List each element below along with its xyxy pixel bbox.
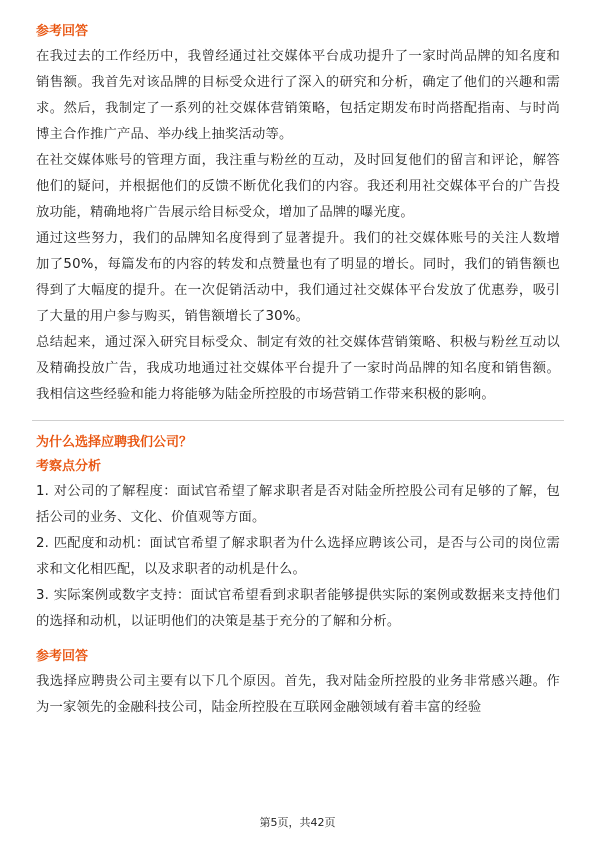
answer-paragraph: 通过这些努力，我们的品牌知名度得到了显著提升。我们的社交媒体账号的关注人数增加了50%，每篇发布的内容的转发和点赞量也有了明显的增长。同时，我们的销售额也得到了大幅度的提升。在一次促销活动中，我们通过社交媒体平台发放了优惠券，吸引了大量的用户参与购买，销售额增长了30%。 bbox=[36, 231, 560, 324]
interview-question: 为什么选择应聘我们公司？ bbox=[36, 435, 193, 450]
page-content bbox=[36, 22, 560, 721]
page-number: 第5页，共42页 bbox=[259, 816, 336, 829]
section-divider bbox=[32, 420, 564, 421]
answer-paragraph: 在我过去的工作经历中，我曾经通过社交媒体平台成功提升了一家时尚品牌的知名度和销售额。我首先对该品牌的目标受众进行了深入的研究和分析，确定了他们的兴趣和需求。然后，我制定了一系列的社交媒体营销策略，包括定期发布时尚搭配指南、与时尚博主合作推广产品、举办线上抽奖活动等。 bbox=[36, 49, 560, 142]
analysis-point: 1. 对公司的了解程度：面试官希望了解求职者是否对陆金所控股公司有足够的了解，包括公司的业务、文化、价值观等方面。 bbox=[36, 484, 560, 525]
answer-paragraph: 我选择应聘贵公司主要有以下几个原因。首先，我对陆金所控股的业务非常感兴趣。作为一家领先的金融科技公司，陆金所控股在互联网金融领域有着丰富的经验 bbox=[36, 674, 560, 715]
reference-answer-heading: 参考回答 bbox=[36, 649, 89, 664]
analysis-point: 3. 实际案例或数字支持：面试官希望看到求职者能够提供实际的案例或数据来支持他们的选择和动机，以证明他们的决策是基于充分的了解和分析。 bbox=[36, 588, 560, 629]
analysis-point: 2. 匹配度和动机：面试官希望了解求职者为什么选择应聘该公司，是否与公司的岗位需求和文化相匹配，以及求职者的动机是什么。 bbox=[36, 536, 560, 577]
answer-paragraph: 在社交媒体账号的管理方面，我注重与粉丝的互动，及时回复他们的留言和评论，解答他们的疑问，并根据他们的反馈不断优化我们的内容。我还利用社交媒体平台的广告投放功能，精确地将广告展示给目标受众，增加了品牌的曝光度。 bbox=[36, 153, 560, 220]
answer-paragraph: 总结起来，通过深入研究目标受众、制定有效的社交媒体营销策略、积极与粉丝互动以及精确投放广告，我成功地通过社交媒体平台提升了一家时尚品牌的知名度和销售额。我相信这些经验和能力将能够为陆金所控股的市场营销工作带来积极的影响。 bbox=[36, 335, 560, 402]
reference-answer-heading: 参考回答 bbox=[36, 24, 89, 39]
analysis-heading: 考察点分析 bbox=[36, 459, 102, 474]
